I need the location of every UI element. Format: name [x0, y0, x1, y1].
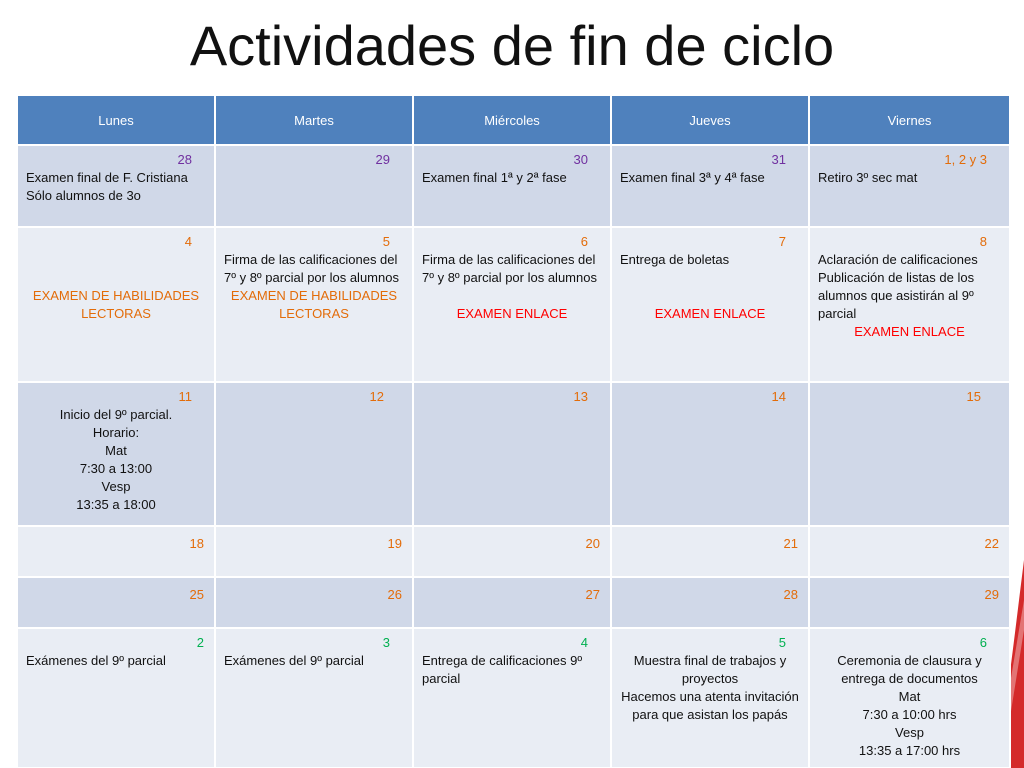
- day-cell: [17, 628, 215, 768]
- day-cell: [611, 628, 809, 768]
- event-text: Mat: [898, 689, 921, 704]
- exam-highlight: EXAMEN ENLACE: [456, 306, 568, 321]
- day-number: 13: [573, 389, 588, 404]
- day-number: 28: [783, 587, 798, 602]
- day-cell: [17, 227, 215, 382]
- exam-highlight: EXAMEN ENLACE: [654, 306, 766, 321]
- header-lunes: Lunes: [17, 95, 215, 145]
- event-text: Entrega de calificaciones 9º parcial: [422, 653, 583, 686]
- day-number: 18: [189, 536, 204, 551]
- day-number: 25: [189, 587, 204, 602]
- day-number: 15: [966, 389, 981, 404]
- header-miercoles: Miércoles: [413, 95, 611, 145]
- day-number: 19: [387, 536, 402, 551]
- day-number: 30: [573, 152, 588, 167]
- event-text: Sólo alumnos de 3o: [26, 188, 141, 203]
- day-number: 4: [184, 234, 192, 249]
- week-row-5: [17, 577, 1010, 628]
- event-text: Ceremonia de clausura y entrega de documentos: [837, 653, 982, 686]
- event-text: Inicio del 9º parcial.: [59, 407, 173, 422]
- event-text: 13:35 a 17:00 hrs: [858, 743, 961, 758]
- day-number: 26: [387, 587, 402, 602]
- exam-highlight: EXAMEN ENLACE: [854, 324, 965, 339]
- event-text: Hacemos una atenta invitación para que asistan los papás: [621, 689, 799, 722]
- event-text: Entrega de boletas: [620, 252, 730, 267]
- week-row-3: [17, 382, 1010, 526]
- day-cell: [215, 227, 413, 382]
- day-cell: [413, 577, 611, 628]
- day-cell: [809, 628, 1010, 768]
- day-cell: [215, 628, 413, 768]
- day-cell: [809, 382, 1010, 526]
- event-text: Firma de las calificaciones del 7º y 8º parcial por los alumnos: [224, 252, 399, 285]
- day-cell: [413, 628, 611, 768]
- day-number: 1, 2 y 3: [944, 152, 987, 167]
- day-cell: [215, 526, 413, 577]
- week-row-6: [17, 628, 1010, 768]
- day-number: 31: [771, 152, 786, 167]
- event-text: 13:35 a 18:00: [76, 497, 156, 512]
- event-text: Vesp: [101, 479, 131, 494]
- day-cell: [809, 227, 1010, 382]
- day-cell: [611, 577, 809, 628]
- event-text: Exámenes del 9º parcial: [26, 653, 166, 668]
- day-number: 22: [984, 536, 999, 551]
- day-number: 6: [580, 234, 588, 249]
- day-number: 5: [778, 635, 786, 650]
- day-number: 11: [178, 389, 192, 404]
- day-number: 29: [375, 152, 390, 167]
- day-number: 2: [196, 635, 204, 650]
- header-jueves: Jueves: [611, 95, 809, 145]
- calendar-header-row: [17, 95, 1010, 145]
- day-number: 4: [580, 635, 588, 650]
- event-text: Aclaración de calificaciones: [818, 252, 978, 267]
- day-number: 20: [585, 536, 600, 551]
- exam-highlight: EXAMEN DE HABILIDADES LECTORAS: [230, 288, 398, 321]
- day-cell: [413, 227, 611, 382]
- day-number: 3: [382, 635, 390, 650]
- calendar-table: [16, 94, 1011, 768]
- day-number: 28: [177, 152, 192, 167]
- day-cell: [809, 577, 1010, 628]
- day-cell: [17, 577, 215, 628]
- header-martes: Martes: [215, 95, 413, 145]
- day-cell: [17, 526, 215, 577]
- event-text: Exámenes del 9º parcial: [224, 653, 364, 668]
- day-cell: [17, 382, 215, 526]
- event-text: 7:30 a 10:00 hrs: [862, 707, 957, 722]
- event-text: Publicación de listas de los alumnos que asistirán al 9º parcial: [818, 270, 975, 321]
- day-number: 5: [382, 234, 390, 249]
- event-text: Vesp: [895, 725, 924, 740]
- event-text: Examen final 3ª y 4ª fase: [620, 170, 765, 185]
- event-text: Retiro 3º sec mat: [818, 170, 918, 185]
- day-number: 27: [585, 587, 600, 602]
- day-cell: [17, 145, 215, 227]
- day-number: 14: [771, 389, 786, 404]
- header-viernes: Viernes: [809, 95, 1010, 145]
- day-number: 6: [979, 635, 987, 650]
- day-cell: [611, 526, 809, 577]
- day-number: 12: [369, 389, 384, 404]
- week-row-2: [17, 227, 1010, 382]
- day-cell: [413, 145, 611, 227]
- event-text: Mat: [105, 443, 127, 458]
- day-cell: [809, 526, 1010, 577]
- day-cell: [611, 227, 809, 382]
- event-text: Examen final de F. Cristiana: [26, 170, 188, 185]
- day-number: 21: [783, 536, 798, 551]
- day-cell: [611, 145, 809, 227]
- day-cell: [215, 577, 413, 628]
- week-row-4: [17, 526, 1010, 577]
- event-text: Examen final 1ª y 2ª fase: [422, 170, 567, 185]
- day-cell: [611, 382, 809, 526]
- day-cell: [413, 382, 611, 526]
- day-number: 29: [984, 587, 999, 602]
- event-text: Firma de las calificaciones del 7º y 8º parcial por los alumnos: [422, 252, 597, 285]
- event-text: 7:30 a 13:00: [79, 461, 153, 476]
- event-text: Horario:: [92, 425, 140, 440]
- day-cell: [809, 145, 1010, 227]
- day-cell: [413, 526, 611, 577]
- week-row-1: [17, 145, 1010, 227]
- event-text: Muestra final de trabajos y proyectos: [633, 653, 787, 686]
- day-cell: [215, 382, 413, 526]
- page-title: Actividades de fin de ciclo: [189, 14, 835, 77]
- day-cell: [215, 145, 413, 227]
- day-number: 7: [778, 234, 786, 249]
- day-number: 8: [979, 234, 987, 249]
- exam-highlight: EXAMEN DE HABILIDADES LECTORAS: [32, 288, 200, 321]
